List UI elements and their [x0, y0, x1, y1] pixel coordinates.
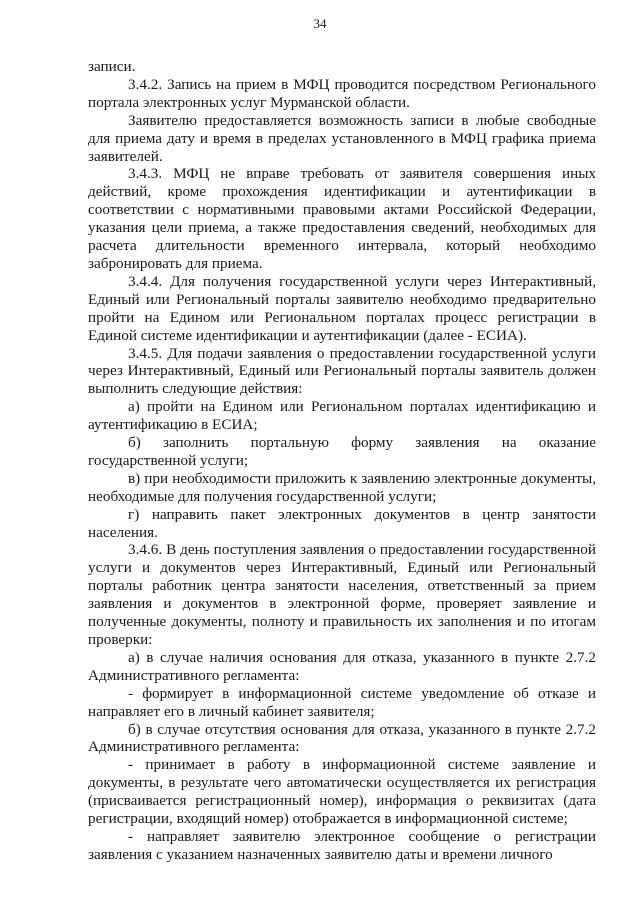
list-item: - направляет заявителю электронное сообщение о регистрации заявления с указанием назначенных заявителю даты и времени личного — [88, 827, 596, 863]
list-item: а) в случае наличия основания для отказа, указанного в пункте 2.7.2 Административного регламента: — [88, 648, 596, 684]
list-item: г) направить пакет электронных документов в центр занятости населения. — [88, 505, 596, 541]
paragraph: записи. — [88, 58, 136, 75]
paragraph: 3.4.5. Для подачи заявления о предоставлении государственной услуги через Интерактивный, Единый или Региональный порталы заявитель должен выполнить следующие действия: — [88, 344, 596, 398]
paragraph: Заявителю предоставляется возможность записи в любые свободные для приема дату и время в пределах установленного в МФЦ графика приема заявителей. — [88, 111, 596, 165]
paragraph: 3.4.4. Для получения государственной услуги через Интерактивный, Единый или Региональный порталы заявителю необходимо предварительно пройти на Едином или Региональном порталах процесс регистрации в Единой системе идентификации и аутентификации (далее - ЕСИА). — [88, 272, 596, 344]
document-body — [88, 58, 596, 864]
paragraph: 3.4.3. МФЦ не вправе требовать от заявителя совершения иных действий, кроме прохождения идентификации и аутентификации в соответствии с нормативными правовыми актами Российской Федерации, указания цели приема, а также предоставления сведений, необходимых для расчета длительности временного интервала, который необходимо забронировать для приема. — [88, 165, 596, 272]
list-item: а) пройти на Едином или Региональном порталах идентификацию и аутентификацию в ЕСИА; — [88, 398, 596, 434]
paragraph: 3.4.2. Запись на прием в МФЦ проводится посредством Регионального портала электронных услуг Мурманской области. — [88, 75, 596, 111]
page-number: 34 — [313, 16, 327, 31]
paragraph: 3.4.6. В день поступления заявления о предоставлении государственной услуги и документов через Интерактивный, Единый или Региональный порталы работник центра занятости населения, ответственный за прием заявления и документов в электронной форме, проверяет заявление и полученные документы, полноту и правильность их заполнения и по итогам проверки: — [88, 541, 596, 648]
list-item: б) в случае отсутствия основания для отказа, указанного в пункте 2.7.2 Административного регламента: — [88, 720, 596, 756]
list-item: - принимает в работу в информационной системе заявление и документы, в результате чего автоматически осуществляется их регистрация (присваивается регистрационный номер), информация о реквизитах (дата регистрации, входящий номер) отображается в информационной системе; — [88, 756, 596, 828]
list-item: в) при необходимости приложить к заявлению электронные документы, необходимые для получения государственной услуги; — [88, 469, 596, 505]
list-item: б) заполнить портальную форму заявления на оказание государственной услуги; — [88, 434, 596, 469]
list-item: - формирует в информационной системе уведомление об отказе и направляет его в личный кабинет заявителя; — [88, 684, 596, 720]
